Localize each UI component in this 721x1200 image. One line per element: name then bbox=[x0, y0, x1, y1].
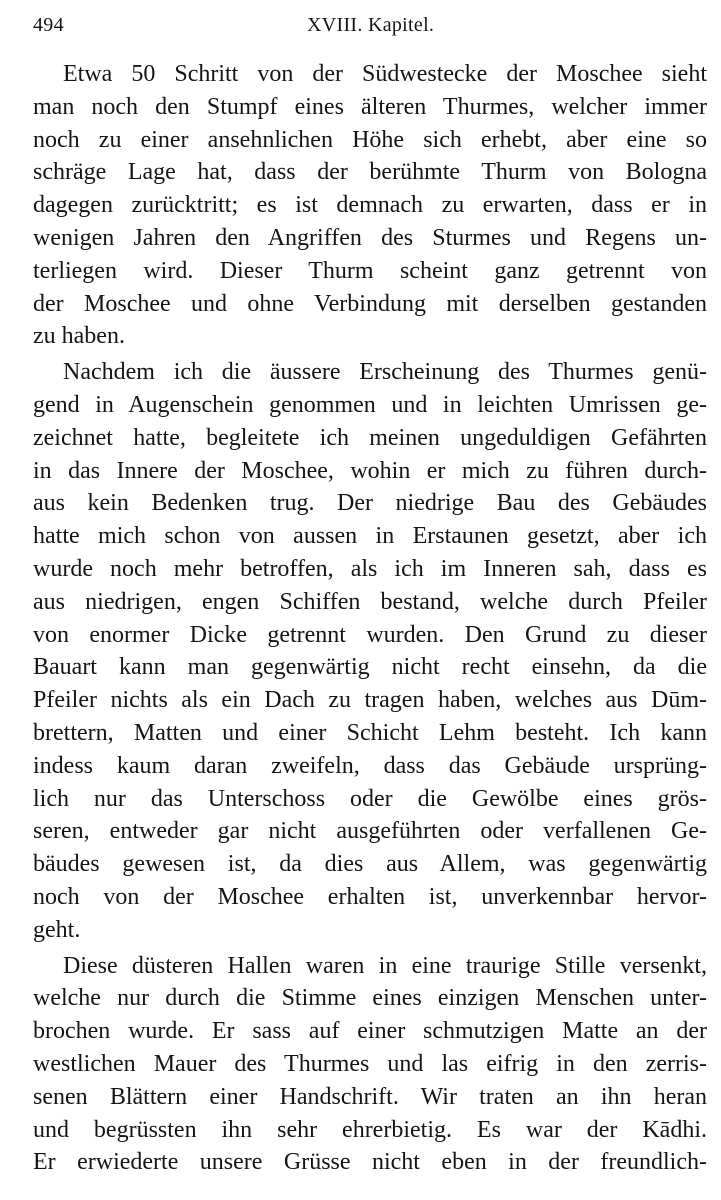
text-line: und begrüssten ihn sehr ehrerbietig. Es war der Kādhi. bbox=[33, 1116, 707, 1143]
text-line: westlichen Mauer des Thurmes und las eifrig in den zerris- bbox=[33, 1050, 707, 1077]
text-line: von enormer Dicke getrennt wurden. Den Grund zu dieser bbox=[33, 621, 707, 648]
text-line: indess kaum daran zweifeln, dass das Gebäude ursprüng- bbox=[33, 752, 707, 779]
text-line: Nachdem ich die äussere Erscheinung des Thurmes genü- bbox=[63, 359, 707, 386]
text-line: senen Blättern einer Handschrift. Wir traten an ihn heran bbox=[33, 1083, 707, 1110]
text-line: Etwa 50 Schritt von der Südwestecke der Moschee sieht bbox=[63, 61, 707, 87]
page-body bbox=[33, 58, 707, 1179]
text-line: aus niedrigen, engen Schiffen bestand, welche durch Pfeiler bbox=[33, 588, 707, 615]
text-line: dagegen zurücktritt; es ist demnach zu erwarten, dass er in bbox=[33, 192, 707, 219]
paragraph-1 bbox=[33, 58, 707, 353]
page-number: 494 bbox=[33, 14, 64, 36]
text-line: lich nur das Unterschoss oder die Gewölbe eines grös- bbox=[33, 785, 707, 812]
text-line: geht. bbox=[33, 916, 81, 943]
text-line: man noch den Stumpf eines älteren Thurmes, welcher immer bbox=[33, 93, 707, 120]
text-line: Pfeiler nichts als ein Dach zu tragen haben, welches aus Dūm- bbox=[33, 687, 707, 714]
text-line: gend in Augenschein genommen und in leichten Umrissen ge- bbox=[33, 391, 707, 418]
text-line: seren, entweder gar nicht ausgeführten oder verfallenen Ge- bbox=[33, 818, 707, 845]
text-line: bäudes gewesen ist, da dies aus Allem, was gegenwärtig bbox=[33, 851, 707, 878]
text-line: Diese düsteren Hallen waren in eine traurige Stille versenkt, bbox=[63, 952, 707, 979]
text-line: aus kein Bedenken trug. Der niedrige Bau des Gebäudes bbox=[33, 490, 707, 517]
text-line: wenigen Jahren den Angriffen des Sturmes und Regens un- bbox=[33, 224, 707, 251]
page-header bbox=[33, 14, 673, 38]
paragraph-3 bbox=[33, 950, 707, 1180]
text-line: brettern, Matten und einer Schicht Lehm besteht. Ich kann bbox=[33, 719, 707, 746]
text-line: der Moschee und ohne Verbindung mit derselben gestanden bbox=[33, 290, 707, 317]
text-line: Bauart kann man gegenwärtig nicht recht einsehn, da die bbox=[33, 654, 707, 681]
text-line: noch von der Moschee erhalten ist, unverkennbar hervor- bbox=[33, 883, 707, 910]
text-line: terliegen wird. Dieser Thurm scheint ganz getrennt von bbox=[33, 257, 707, 284]
text-line: brochen wurde. Er sass auf einer schmutzigen Matte an der bbox=[33, 1018, 707, 1045]
text-line: zeichnet hatte, begleitete ich meinen ungeduldigen Gefährten bbox=[33, 424, 707, 451]
text-line: Er erwiederte unsere Grüsse nicht eben in der freundlich- bbox=[33, 1149, 707, 1176]
running-head: XVIII. Kapitel. bbox=[307, 14, 435, 36]
text-line: noch zu einer ansehnlichen Höhe sich erhebt, aber eine so bbox=[33, 126, 707, 153]
text-line: in das Innere der Moschee, wohin er mich zu führen durch- bbox=[33, 457, 707, 484]
text-line: wurde noch mehr betroffen, als ich im Inneren sah, dass es bbox=[33, 555, 707, 582]
text-line: welche nur durch die Stimme eines einzigen Menschen unter- bbox=[33, 985, 707, 1012]
paragraph-2 bbox=[33, 356, 707, 946]
text-line: hatte mich schon von aussen in Erstaunen gesetzt, aber ich bbox=[33, 523, 707, 550]
text-line: schräge Lage hat, dass der berühmte Thurm von Bologna bbox=[33, 159, 707, 186]
text-line: zu haben. bbox=[33, 323, 125, 350]
